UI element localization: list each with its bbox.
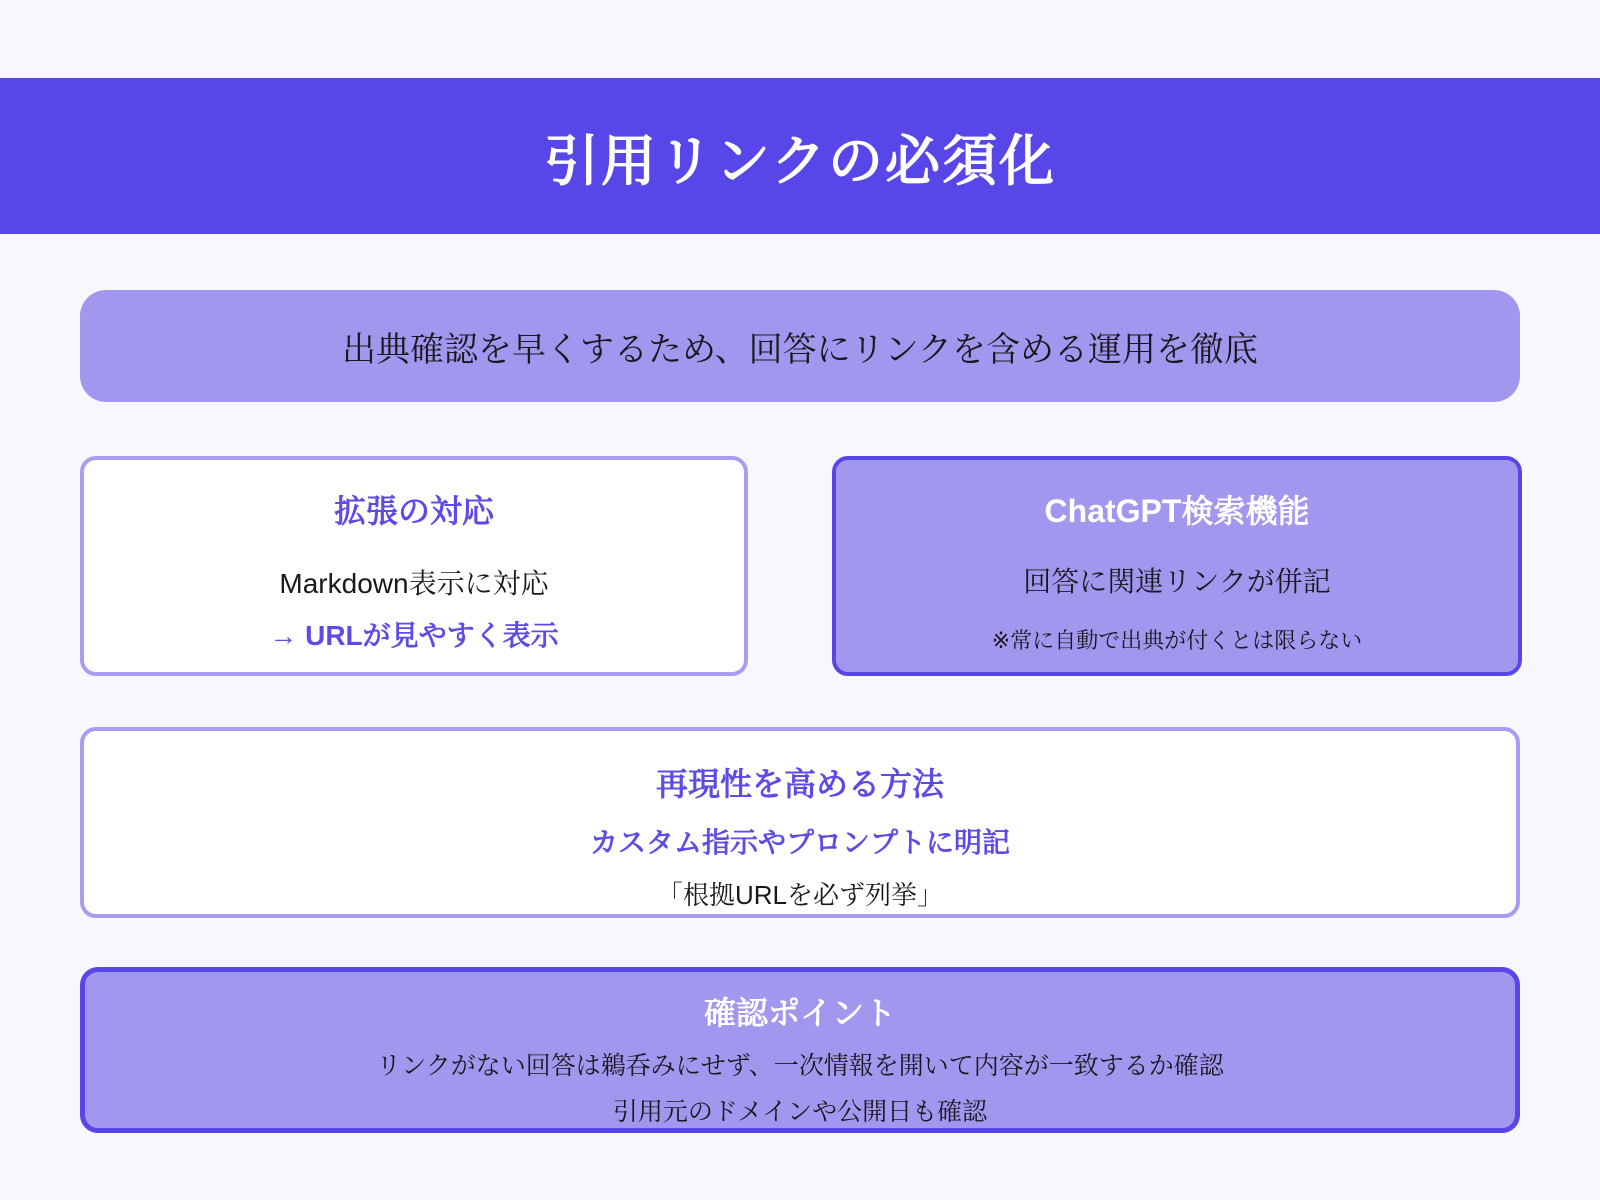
card-chatgpt-note: ※常に自動で出典が付くとは限らない [991,628,1363,653]
card-chatgpt-title: ChatGPT検索機能 [1044,493,1310,529]
card-reproducibility-line1: カスタム指示やプロンプトに明記 [589,827,1010,858]
lead-banner [80,290,1520,402]
card-reproducibility-title: 再現性を高める方法 [655,766,944,802]
card-chatgpt-line1: 回答に関連リンクが併記 [1023,566,1331,597]
card-checkpoints-line2: 引用元のドメインや公開日も確認 [612,1098,988,1126]
card-chatgpt-search [832,456,1522,676]
card-reproducibility [80,727,1520,918]
card-checkpoints-line1: リンクがない回答は鵜呑みにせず、一次情報を開いて内容が一致するか確認 [376,1052,1224,1080]
card-checkpoints [80,967,1520,1133]
page-title: 引用リンクの必須化 [544,129,1056,192]
lead-text: 出典確認を早くするため、回答にリンクを含める運用を徹底 [342,330,1258,369]
card-extension-line1: Markdown表示に対応 [279,568,549,599]
card-extension-support [80,456,748,676]
card-reproducibility-line2: 「根拠URLを必ず列挙」 [656,880,943,910]
card-extension-title: 拡張の対応 [333,493,494,529]
card-extension-line2: → URLが見やすく表示 [269,620,559,651]
card-checkpoints-title: 確認ポイント [703,995,896,1031]
slide-header-band [0,78,1600,234]
